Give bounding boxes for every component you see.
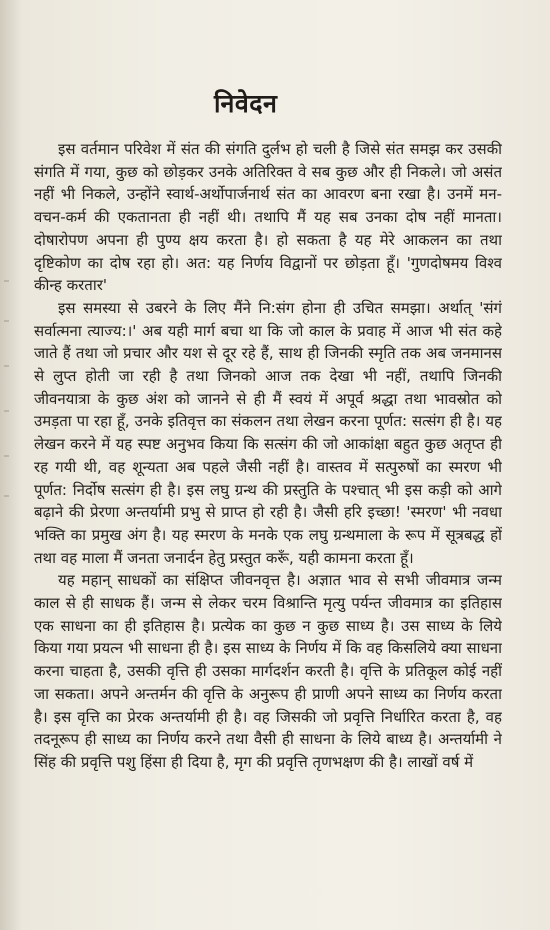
body-text bbox=[34, 138, 502, 908]
paragraph-3: यह महान् साधकों का संक्षिप्त जीवनवृत्त है। अज्ञात भाव से सभी जीवमात्र जन्म काल से ही साधक हैं। जन्म से लेकर चरम विश्रान्ति मृत्यु पर्यन्त जीवमात्र का इतिहास एक साधना का ही इतिहास है। प्रत्येक का कुछ न कुछ साध्य है। उस साध्य के लिये किया गया प्रयत्न भी साधना ही है। इस साध्य के निर्णय में कि वह किसलिये क्या साधना करना चाहता है, उसकी वृत्ति ही उसका मार्गदर्शन करती है। वृत्ति के प्रतिकूल कोई नहीं जा सकता। अपने अन्तर्मन की वृत्ति के अनुरूप ही प्राणी अपने साध्य का निर्णय करता है। इस वृत्ति का प्रेरक अन्तर्यामी ही है। वह जिसकी जो प्रवृत्ति निर्धारित करता है, वह तदनूरूप ही साध्य का निर्णय करने तथा वैसी ही साधना के लिये बाध्य है। अन्तर्यामी ने सिंह की प्रवृत्ति पशु हिंसा ही दिया है, मृग की प्रवृत्ति तृणभक्षण की है। लाखों वर्ष में bbox=[34, 571, 502, 771]
paragraph-1: इस वर्तमान परिवेश में संत की संगति दुर्लभ हो चली है जिसे संत समझ कर उसकी संगति में गया, कुछ को छोड़कर उनके अतिरिक्त वे सब कुछ और ही निकले। जो असंत नहीं भी निकले, उन्होंने स्वार्थ-अर्थोपार्जनार्थ संत का आवरण बना रखा है। उनमें मन-वचन-कर्म की एकतानता ही नहीं थी। तथापि मैं यह सब उनका दोष नहीं मानता। दोषारोपण अपना ही पुण्य क्षय करता है। हो सकता है यह मेरे आकलन का तथा दृष्टिकोण का दोष रहा हो। अत: यह निर्णय विद्वानों पर छोड़ता हूँ। 'गुणदोषमय विश्व कीन्ह करतार' bbox=[34, 140, 502, 295]
paragraph-2: इस समस्या से उबरने के लिए मैंने नि:संग होना ही उचित समझा। अर्थात् 'संगं सर्वात्मना त्याज्य:।' अब यही मार्ग बचा था कि जो काल के प्रवाह में आज भी संत कहे जाते हैं तथा जो प्रचार और यश से दूर रहे हैं, साथ ही जिनकी स्मृति तक अब जनमानस से लुप्त होती जा रही है तथा जिनको आज तक देखा भी नहीं, तथापि जिनकी जीवनयात्रा के कुछ अंश को जानने से ही मैं स्वयं में अपूर्व श्रद्धा तथा भावस्रोत को उमड़ता पा रहा हूँ, उनके इतिवृत्त का संकलन तथा लेखन करना पूर्णत: सत्संग ही है। यह लेखन करने में यह स्पष्ट अनुभव किया कि सत्संग की जो आकांक्षा बहुत कुछ अतृप्त ही रह गयी थी, वह शून्यता अब पहले जैसी नहीं है। वास्तव में सत्पुरुषों का स्मरण भी पूर्णत: निर्दोष सत्संग ही है। इस लघु ग्रन्थ की प्रस्तुति के पश्चात् भी इस कड़ी को आगे बढ़ाने की प्रेरणा अन्तर्यामी प्रभु से प्राप्त हो रही है। जैसी हरि इच्छा! 'स्मरण' भी नवधा भक्ति का प्रमुख अंग है। यह स्मरण के मनके एक लघु ग्रन्थमाला के रूप में सूत्रबद्ध हों तथा वह माला मैं जनता जनार्दन हेतु प्रस्तुत करूँ, यही कामना करता हूँ। bbox=[34, 298, 502, 567]
page-title: निवेदन bbox=[214, 89, 278, 118]
page-edge-marks bbox=[2, 280, 12, 520]
